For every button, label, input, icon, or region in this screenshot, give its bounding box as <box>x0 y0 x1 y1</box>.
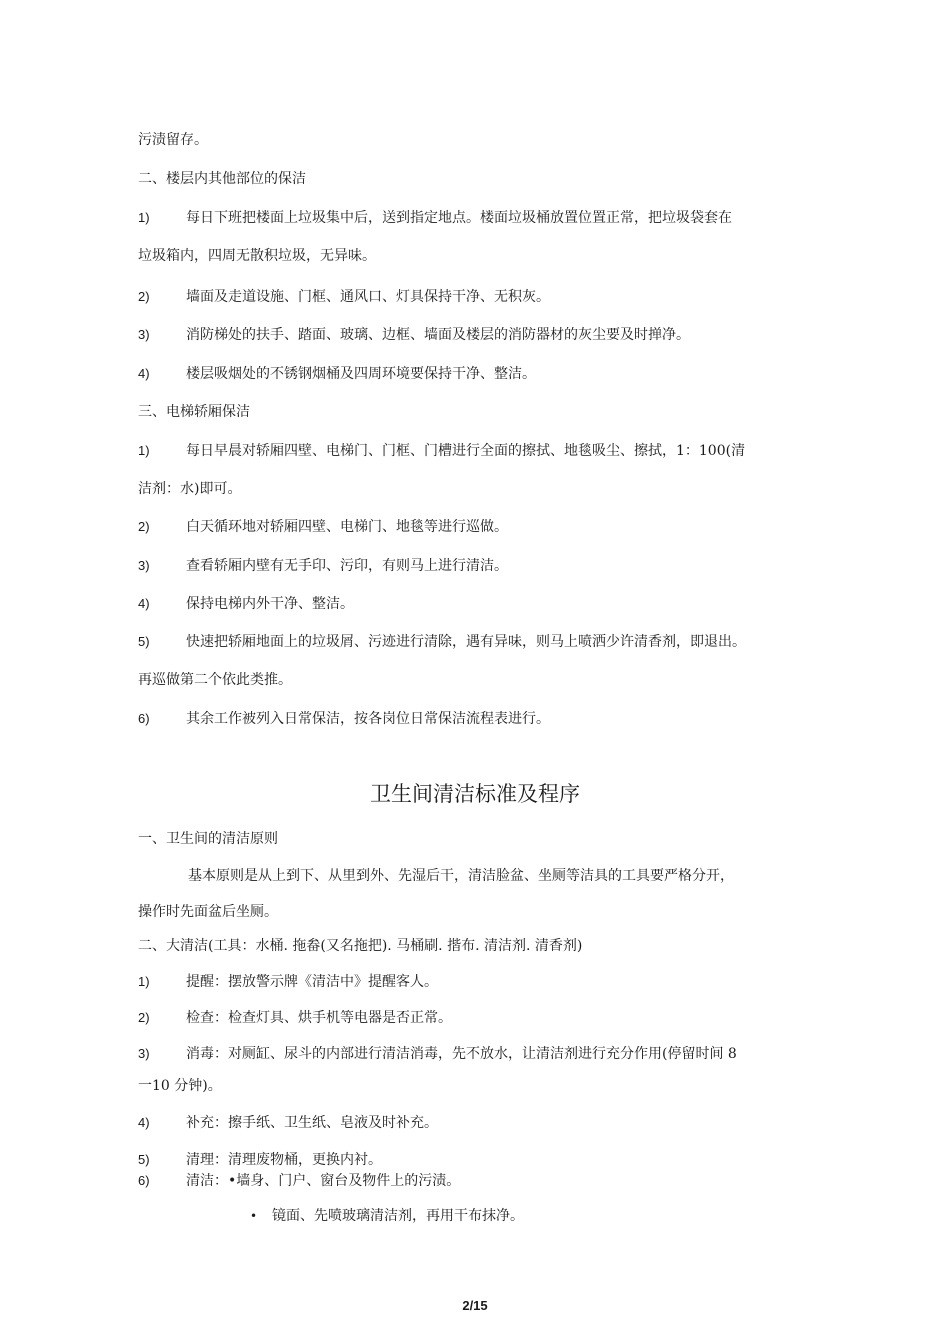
list-item-text: 消防梯处的扶手、踏面、玻璃、边框、墙面及楼层的消防器材的灰尘要及时掸净。 <box>186 327 690 343</box>
list-item-text: 保持电梯内外干净、整洁。 <box>186 596 354 612</box>
list-number: 2) <box>138 1010 150 1025</box>
paragraph-line: 污渍留存。 <box>138 132 208 148</box>
list-number: 6) <box>138 1173 150 1188</box>
list-item-text: 白天循环地对轿厢四壁、电梯门、地毯等进行巡做。 <box>186 519 508 535</box>
list-number: 1) <box>138 210 150 225</box>
list-item-text: 楼层吸烟处的不锈钢烟桶及四周环境要保持干净、整洁。 <box>186 366 536 382</box>
list-number: 5) <box>138 1152 150 1167</box>
list-number: 5) <box>138 634 150 649</box>
list-number: 1) <box>138 443 150 458</box>
list-item-text: 检查：检查灯具、烘手机等电器是否正常。 <box>186 1010 452 1026</box>
list-item-text: 镜面、先喷玻璃清洁剂，再用干布抹净。 <box>272 1208 524 1224</box>
list-item-text: 提醒：摆放警示牌《清洁中》提醒客人。 <box>186 974 438 990</box>
list-item-text: 补充：擦手纸、卫生纸、皂液及时补充。 <box>186 1115 438 1131</box>
list-item-text: 其余工作被列入日常保洁，按各岗位日常保洁流程表进行。 <box>186 711 550 727</box>
list-item-text: 每日下班把楼面上垃圾集中后，送到指定地点。楼面垃圾桶放置位置正常，把垃圾袋套在 <box>186 210 732 226</box>
section-heading: 三、电梯轿厢保洁 <box>138 404 250 420</box>
list-item-continuation: 垃圾箱内，四周无散积垃圾，无异味。 <box>138 248 376 264</box>
paragraph-line: 基本原则是从上到下、从里到外、先湿后干，清洁脸盆、坐厕等洁具的工具要严格分开， <box>188 868 734 884</box>
bullet-icon: • <box>250 1209 258 1223</box>
list-number: 4) <box>138 1115 150 1130</box>
section-heading: 二、大清洁(工具：水桶. 拖畚(又名拖把). 马桶刷. 揩布. 清洁剂. 清香剂) <box>138 938 583 954</box>
list-number: 3) <box>138 558 150 573</box>
section-heading: 二、楼层内其他部位的保洁 <box>138 171 306 187</box>
page-title: 卫生间清洁标准及程序 <box>370 782 580 806</box>
list-number: 1) <box>138 974 150 989</box>
list-item-text: 消毒：对厕缸、尿斗的内部进行清洁消毒，先不放水，让清洁剂进行充分作用(停留时间 8 <box>186 1046 737 1062</box>
list-item-continuation: 一10 分钟)。 <box>138 1078 222 1094</box>
page-number: 2/15 <box>462 1298 488 1313</box>
list-item-continuation: 洁剂：水)即可。 <box>138 481 242 497</box>
list-number: 3) <box>138 327 150 342</box>
list-number: 2) <box>138 519 150 534</box>
list-item-text: 查看轿厢内壁有无手印、污印，有则马上进行清洁。 <box>186 558 508 574</box>
list-item-text: 清洁：•墙身、门户、窗台及物件上的污渍。 <box>186 1173 461 1189</box>
list-item-text: 每日早晨对轿厢四壁、电梯门、门框、门槽进行全面的擦拭、地毯吸尘、擦拭，1：100(清 <box>186 443 746 459</box>
list-number: 2) <box>138 289 150 304</box>
list-number: 4) <box>138 596 150 611</box>
list-number: 6) <box>138 711 150 726</box>
list-number: 3) <box>138 1046 150 1061</box>
list-item-continuation: 再巡做第二个依此类推。 <box>138 672 292 688</box>
paragraph-line: 操作时先面盆后坐厕。 <box>138 904 278 920</box>
list-item-text: 快速把轿厢地面上的垃圾屑、污迹进行清除，遇有异味，则马上喷洒少许清香剂，即退出。 <box>186 634 746 650</box>
section-heading: 一、卫生间的清洁原则 <box>138 831 278 847</box>
list-item-text: 清理：清理废物桶，更换内衬。 <box>186 1152 382 1168</box>
list-number: 4) <box>138 366 150 381</box>
list-item-text: 墙面及走道设施、门框、通风口、灯具保持干净、无积灰。 <box>186 289 550 305</box>
